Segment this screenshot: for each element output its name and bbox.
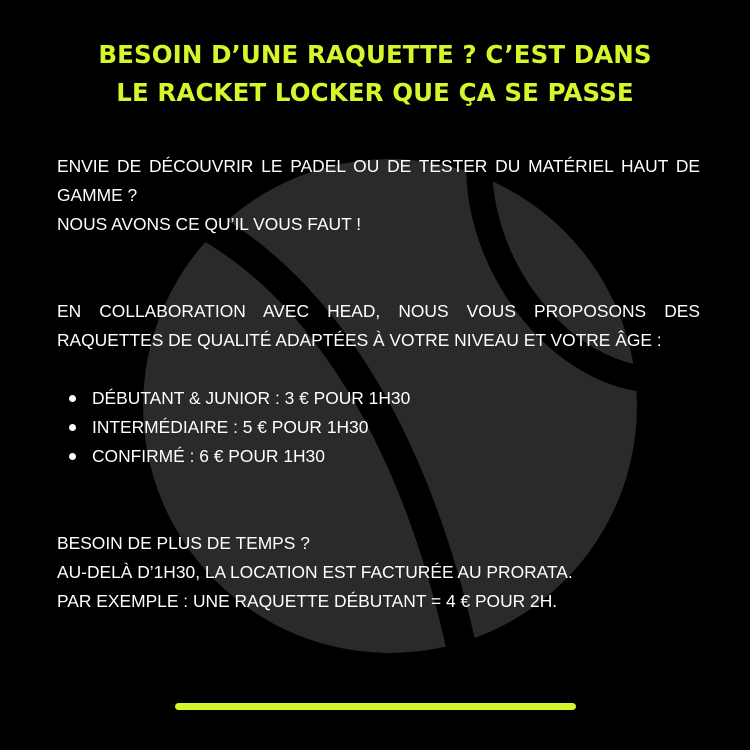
spacer	[57, 239, 700, 297]
body-content	[57, 152, 700, 616]
collaboration-text: EN COLLABORATION AVEC HEAD, NOUS VOUS PROPOSONS DES RAQUETTES DE QUALITÉ ADAPTÉES À VOTRE NIVEAU ET VOTRE ÂGE :	[57, 301, 700, 350]
list-item	[92, 384, 700, 413]
bullet-icon	[69, 424, 76, 431]
headline-line-1: BESOIN D’UNE RAQUETTE ? C’EST DANS	[98, 40, 652, 69]
more-time-title: BESOIN DE PLUS DE TEMPS ?	[57, 533, 310, 553]
spacer	[57, 355, 700, 384]
headline	[40, 36, 710, 112]
intro-answer: NOUS AVONS CE QU’IL VOUS FAUT !	[57, 214, 362, 234]
pricing-beginner: DÉBUTANT & JUNIOR : 3 € POUR 1H30	[92, 388, 411, 408]
list-item	[92, 442, 700, 471]
pricing-intermediate: INTERMÉDIAIRE : 5 € POUR 1H30	[92, 417, 369, 437]
pricing-confirmed: CONFIRMÉ : 6 € POUR 1H30	[92, 446, 325, 466]
more-time-rule: AU-DELÀ D’1H30, LA LOCATION EST FACTURÉE AU PRORATA.	[57, 562, 573, 582]
headline-line-2: LE RACKET LOCKER QUE ÇA SE PASSE	[116, 78, 634, 107]
more-time-example: PAR EXEMPLE : UNE RAQUETTE DÉBUTANT = 4 € POUR 2H.	[57, 591, 558, 611]
pricing-list	[57, 384, 700, 471]
accent-divider	[175, 703, 576, 710]
spacer	[57, 471, 700, 529]
bullet-icon	[69, 453, 76, 460]
list-item	[92, 413, 700, 442]
bullet-icon	[69, 395, 76, 402]
intro-question: ENVIE DE DÉCOUVRIR LE PADEL OU DE TESTER DU MATÉRIEL HAUT DE GAMME ?	[57, 156, 700, 205]
